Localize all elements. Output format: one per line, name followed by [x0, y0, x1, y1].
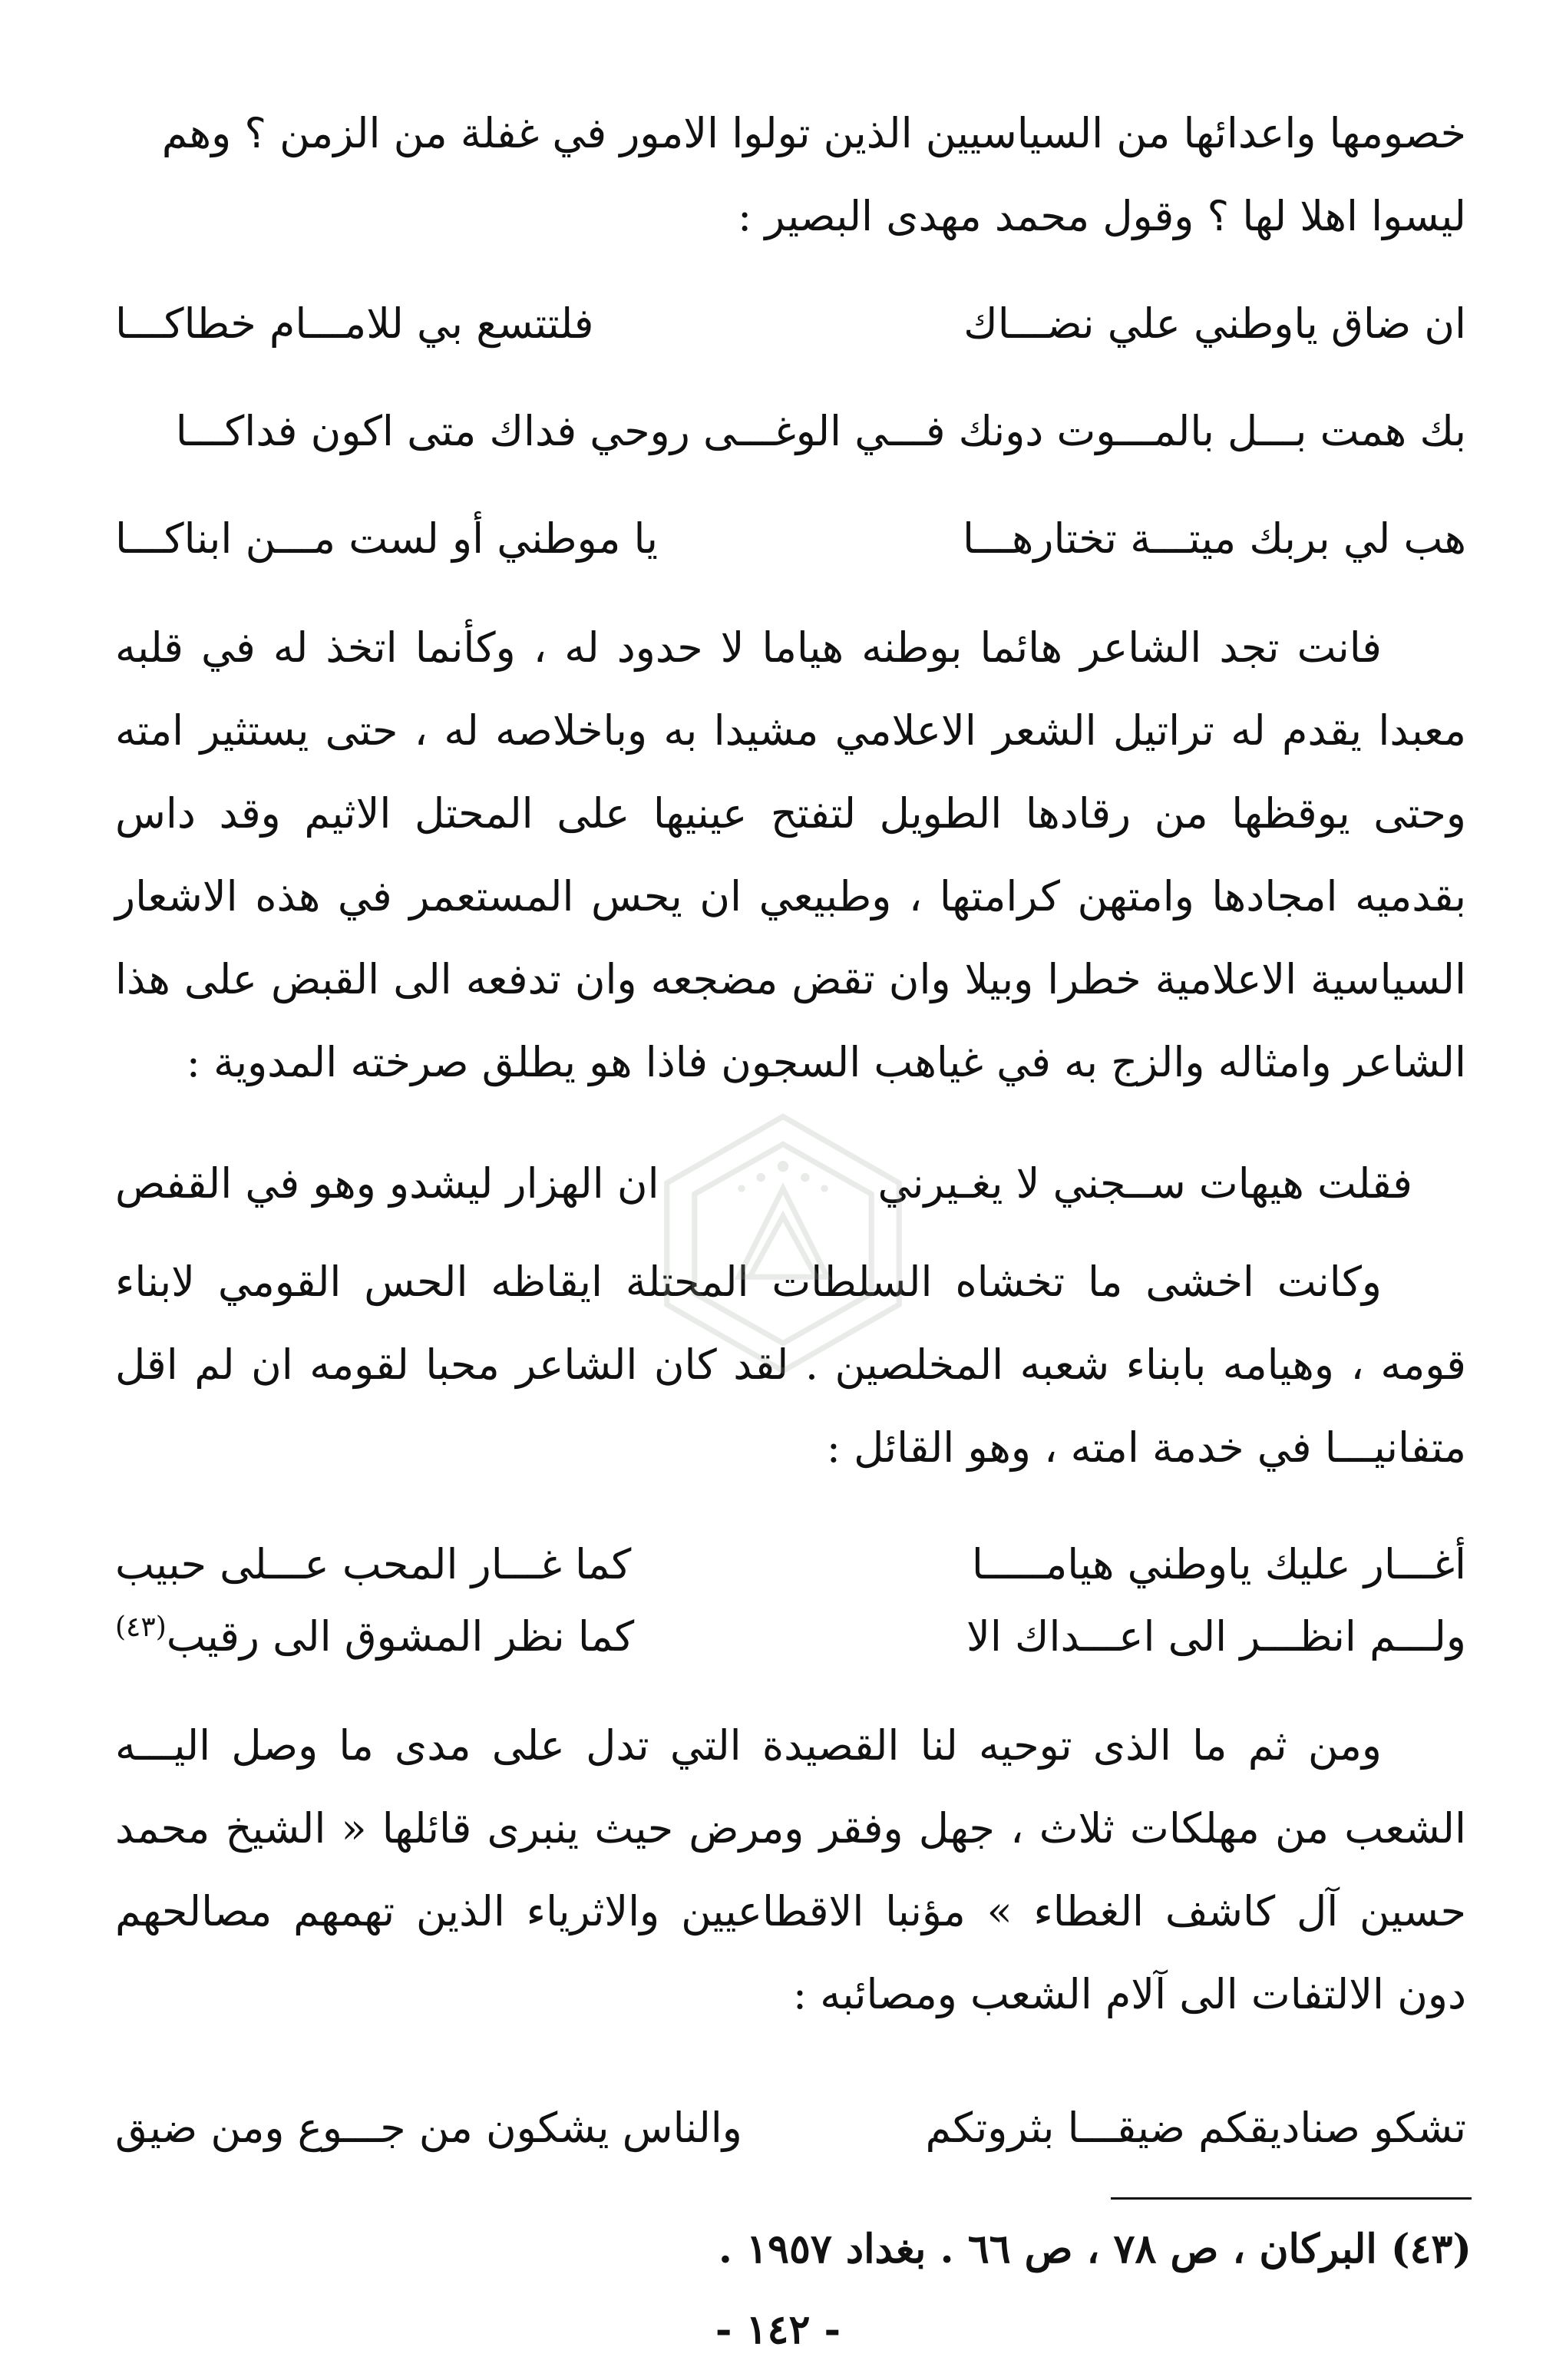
verse-line	[115, 390, 1466, 473]
verse-first-hemistich: ان ضاق ياوطني علي نضـــاك	[963, 299, 1466, 348]
paragraph-social-critique	[115, 1704, 1466, 2036]
verse-line	[115, 1595, 1466, 1678]
verse-first-hemistich: تشكو صناديقكم ضيقـــا بثروتكم	[925, 2104, 1466, 2152]
footnote-marker: (٤٣)	[115, 1611, 167, 1643]
page-number: - ١٤٢ -	[715, 2306, 841, 2353]
verse-first-hemistich: ولـــم انظـــر الى اعـــداك الا	[966, 1612, 1466, 1661]
footnote: (٤٣) البركان ، ص ٧٨ ، ص ٦٦ . بغداد ١٩٥٧ .	[718, 2226, 1472, 2273]
text-line: خصومها واعدائها من السياسيين الذين تولوا الامور في غفلة من الزمن ؟ وهم	[161, 109, 1466, 157]
verse-second-hemistich: ان الهزار ليشدو وهو في القفص	[115, 1159, 659, 1208]
verse-line	[115, 283, 1466, 365]
paragraph-text: وكانت اخشى ما تخشاه السلطات المحتلة ايقاظه الحس القومي لابناء قومه ، وهيامه بابناء شعبه المخلصين . لقد كان الشاعر محبا لقومه ان لم اقل متفانيـــا في خدمة امته ، وهو القائل :	[115, 1258, 1466, 1472]
verse-first-hemistich: أغـــار عليك ياوطني هيامـــــا	[971, 1540, 1466, 1588]
paragraph-text: ومن ثم ما الذى توحيه لنا القصيدة التي تدل على مدى ما وصل اليـــه الشعب من مهلكات ثلاث ، جهل وفقر ومرض حيث ينبرى قائلها « الشيخ محمد حسين آل كاشف الغطاء » مؤنبا الاقطاعيين والاثرياء الذين تهمهم مصالحهم دون الالتفات الى آلام الشعب ومصائبه :	[115, 1721, 1466, 2018]
text-line: ليسوا اهلا لها ؟ وقول محمد مهدى البصير :	[738, 192, 1466, 240]
footnote-divider	[1111, 2197, 1472, 2200]
library-seal-icon	[645, 1106, 921, 1382]
verse-line	[115, 1523, 1466, 1606]
verse-second-hemistich: فلتتسع بي للامـــام خطاكـــا	[115, 299, 594, 348]
paragraph-text: فانت تجد الشاعر هائما بوطنه هياما لا حدود له ، وكأنما اتخذ له في قلبه معبدا يقدم له تراتيل الشعر الاعلامي مشيدا به وباخلاصه له ، حتى يستثير امته وحتى يوقظها من رقادها الطويل لتفتح عينيها على المحتل الاثيم وقد داس بقدميه امجادها وامتهن كرامتها ، وطبيعي ان يحس المستعمر في هذه الاشعار السياسية الاعلامية خطرا وبيلا وان تقض مضجعه وان تدفعه الى القبض على هذا الشاعر وامثاله والزج به في غياهب السجون فاذا هو يطلق صرخته المدوية :	[115, 623, 1466, 1086]
paragraph-commentary	[115, 607, 1466, 1104]
verse-second-hemistich	[115, 1595, 634, 1678]
verse-line	[115, 497, 1466, 580]
verse-first-hemistich: هب لي بربك ميتـــة تختارهـــا	[962, 514, 1466, 563]
verse-second-hemistich: كما غـــار المحب عـــلى حبيب	[115, 1540, 632, 1588]
verse-text: كما نظر المشوق الى رقيب	[166, 1612, 635, 1661]
paragraph-intro	[115, 92, 1466, 258]
verse-full-line: بك همت بـــل بالمـــوت دونك فـــي الوغـــى روحي فداك متى اكون فداكـــا	[175, 407, 1466, 455]
verse-second-hemistich: يا موطني أو لست مـــن ابناكـــا	[115, 514, 659, 563]
verse-line	[115, 2087, 1466, 2170]
verse-first-hemistich: فقلت هيهات ســجني لا يغـيرني	[877, 1159, 1412, 1208]
verse-second-hemistich: والناس يشكون من جـــوع ومن ضيق	[115, 2104, 742, 2152]
